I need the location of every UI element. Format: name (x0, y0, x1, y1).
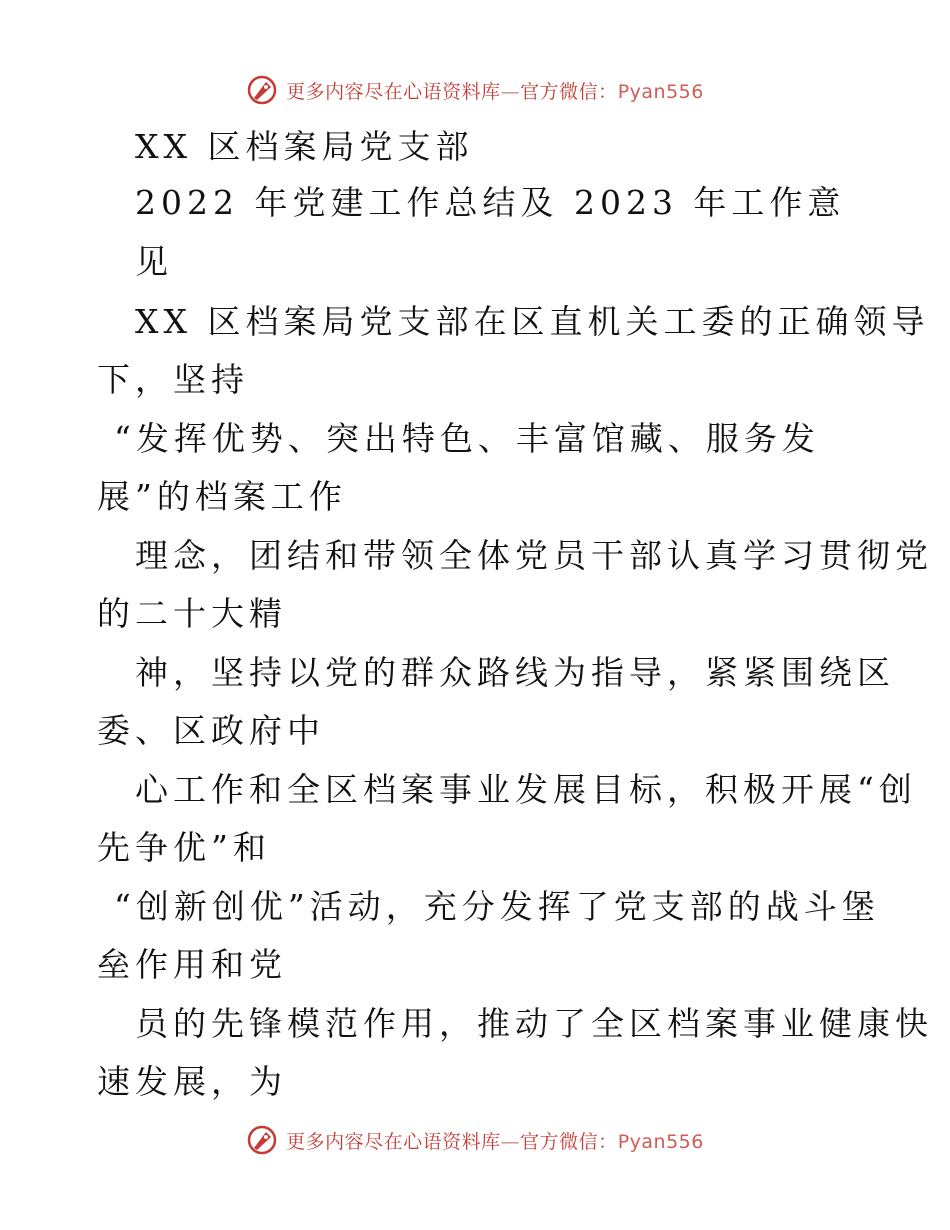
body-line: 垒作用和党 (97, 945, 287, 984)
title-line: XX 区档案局党支部 (135, 127, 474, 166)
watermark-text: 更多内容尽在心语资料库—官方微信：Pyan556 (286, 80, 704, 103)
body-line: 下，坚持 (97, 360, 249, 399)
pen-logo-icon (246, 1124, 278, 1156)
body-line: 神，坚持以党的群众路线为指导，紧紧围绕区 (135, 653, 895, 692)
header-watermark (0, 70, 950, 110)
pen-logo-icon (246, 74, 278, 106)
body-line: 理念，团结和带领全体党员干部认真学习贯彻党 (135, 536, 933, 575)
body-line: 心工作和全区档案事业发展目标，积极开展“创 (135, 770, 917, 809)
body-line: 的二十大精 (97, 594, 287, 633)
body-line: 展”的档案工作 (97, 477, 347, 516)
footer-watermark (0, 1120, 950, 1160)
watermark-text: 更多内容尽在心语资料库—官方微信：Pyan556 (286, 1130, 704, 1153)
body-line: “创新创优”活动，充分发挥了党支部的战斗堡 (114, 887, 880, 926)
body-line: “发挥优势、突出特色、丰富馆藏、服务发 (114, 419, 820, 458)
body-line: 委、区政府中 (97, 711, 325, 750)
body-line: 员的先锋模范作用，推动了全区档案事业健康快 (135, 1004, 933, 1043)
body-line: 先争优”和 (97, 828, 271, 867)
body-line: XX 区档案局党支部在区直机关工委的正确领导 (135, 302, 930, 341)
title-line: 见 (135, 242, 173, 281)
body-line: 速发展，为 (97, 1062, 287, 1101)
title-line: 2022 年党建工作总结及 2023 年工作意 (135, 183, 846, 222)
